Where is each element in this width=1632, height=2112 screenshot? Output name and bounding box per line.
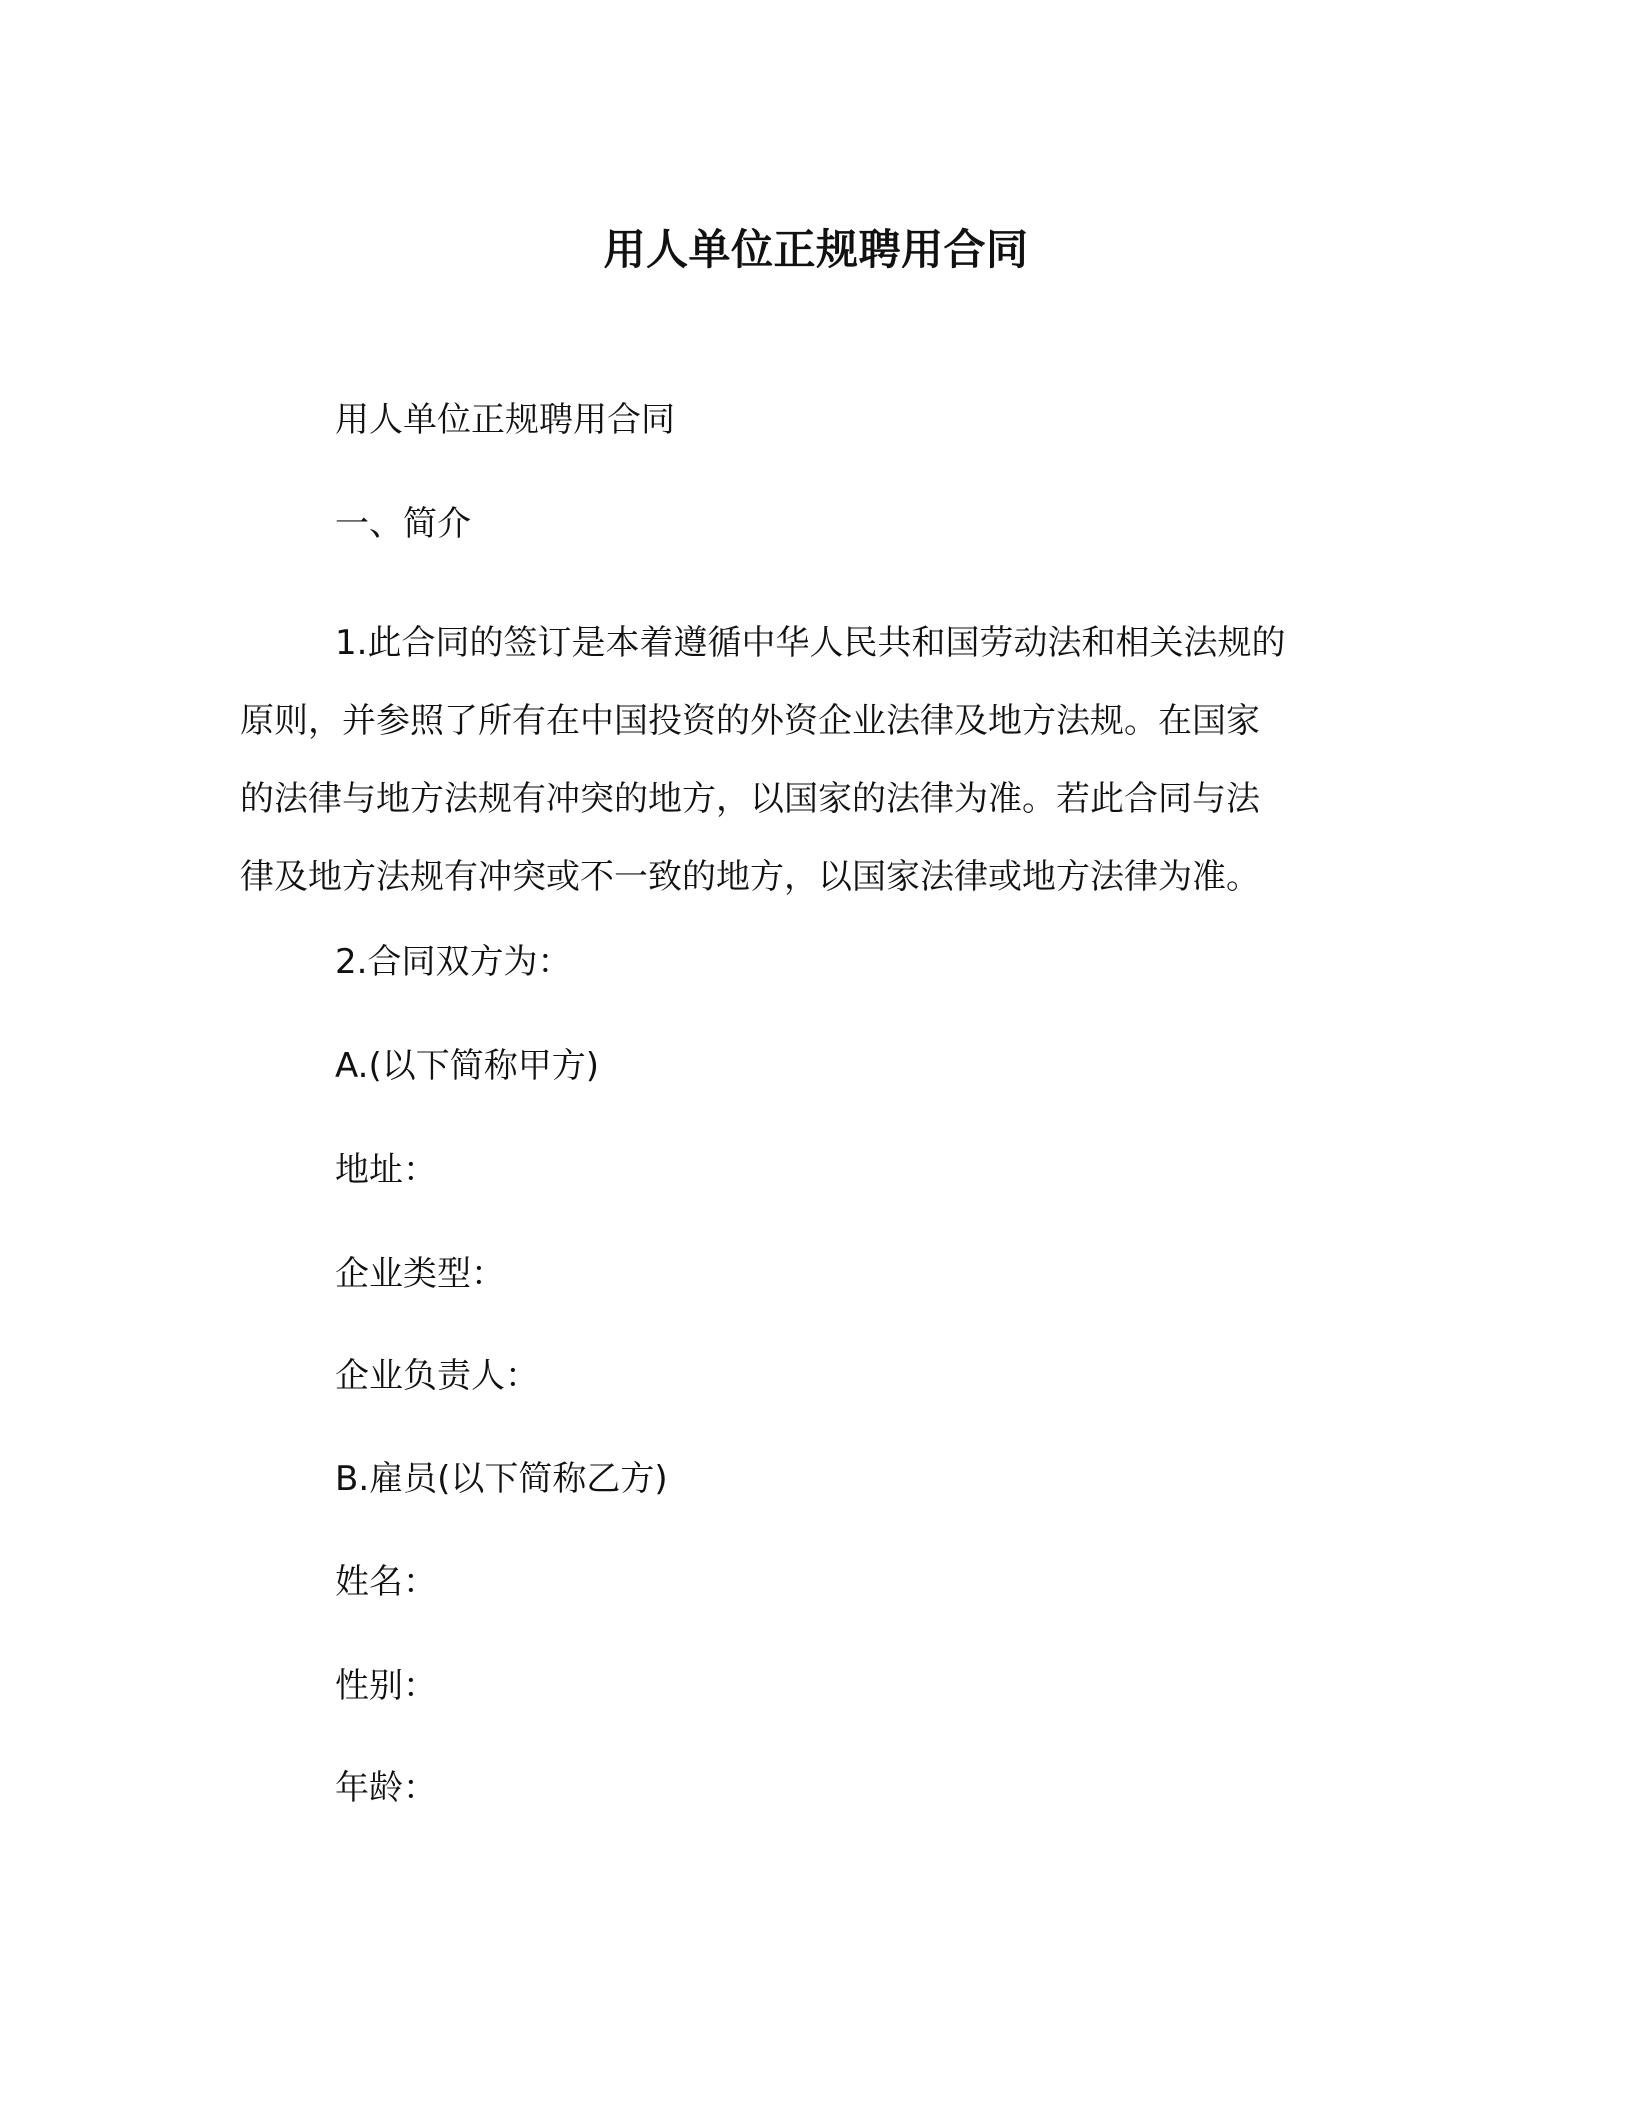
clause-1-paragraph	[240, 604, 1375, 916]
document-title: 用人单位正规聘用合同	[603, 225, 1029, 274]
party-b-gender-field: 性别：	[335, 1666, 437, 1706]
document-subtitle: 用人单位正规聘用合同	[335, 400, 675, 440]
section-heading-introduction: 一、简介	[335, 504, 471, 544]
party-a-address-field: 地址：	[335, 1150, 437, 1190]
party-a-label: A.(以下简称甲方)	[335, 1046, 599, 1086]
party-b-label: B.雇员(以下简称乙方)	[335, 1459, 668, 1499]
clause-2-heading: 2.合同双方为：	[335, 942, 572, 982]
clause-1-line: 原则，并参照了所有在中国投资的外资企业法律及地方法规。在国家	[240, 701, 1260, 741]
party-b-name-field: 姓名：	[335, 1562, 437, 1602]
clause-1-line: 1.此合同的签订是本着遵循中华人民共和国劳动法和相关法规的	[335, 623, 1286, 663]
party-a-enterprise-head-field: 企业负责人：	[335, 1356, 539, 1396]
clause-1-line: 律及地方法规有冲突或不一致的地方，以国家法律或地方法律为准。	[240, 857, 1260, 897]
clause-1-line: 的法律与地方法规有冲突的地方，以国家的法律为准。若此合同与法	[240, 779, 1260, 819]
party-b-age-field: 年龄：	[335, 1768, 437, 1808]
party-a-enterprise-type-field: 企业类型：	[335, 1254, 505, 1294]
